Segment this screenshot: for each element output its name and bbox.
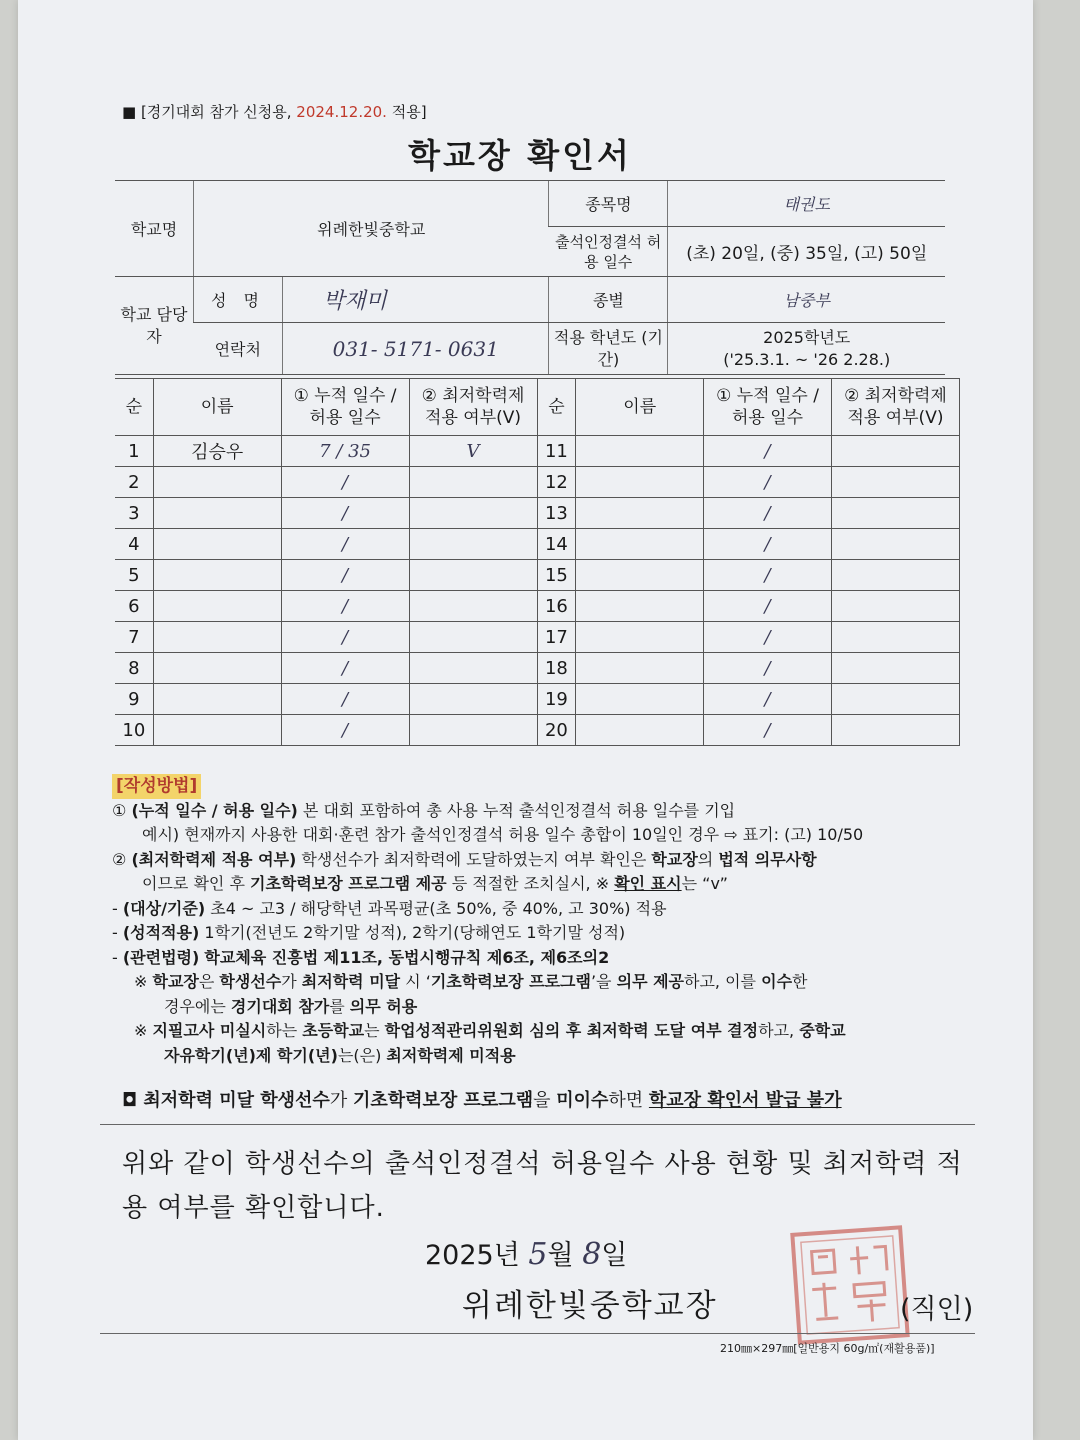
row-days: /: [704, 436, 832, 467]
note-suffix: 적용]: [391, 103, 427, 121]
row-check: [409, 591, 537, 622]
row-no: 16: [537, 591, 576, 622]
contact-label: 연락처: [194, 323, 283, 375]
student-row: [115, 715, 960, 746]
instr-line: 이므로 확인 후 기초학력보장 프로그램 제공 등 적절한 조치실시, ※ 확인 표시는 “v”: [142, 874, 728, 893]
row-no: 13: [537, 498, 576, 529]
instr-line: ① (누적 일수 / 허용 일수) 본 대회 포함하여 총 사용 누적 출석인정결석 허용 일수를 기입: [112, 800, 736, 820]
row-no: 5: [115, 560, 153, 591]
row-days: /: [704, 591, 832, 622]
row-name: [576, 591, 704, 622]
year-value: 2025학년도: [763, 327, 851, 347]
col-name: 이름: [153, 379, 281, 436]
form-version-note: [122, 101, 427, 122]
row-no: 9: [115, 684, 153, 715]
row-no: 7: [115, 622, 153, 653]
student-row: [115, 591, 960, 622]
col-no: 순: [115, 379, 153, 436]
row-check: [409, 529, 537, 560]
row-name: [576, 715, 704, 746]
row-days: /: [704, 653, 832, 684]
row-name: [576, 653, 704, 684]
row-days: /: [704, 498, 832, 529]
row-days: /: [704, 560, 832, 591]
row-check: [409, 498, 537, 529]
student-row: [115, 529, 960, 560]
row-name: [576, 498, 704, 529]
school-value: 위례한빛중학교: [194, 181, 549, 277]
row-no: 20: [537, 715, 576, 746]
row-name: [153, 653, 281, 684]
category-label: 종별: [549, 277, 668, 323]
row-check: [831, 560, 959, 591]
row-check: [409, 467, 537, 498]
row-check: [409, 622, 537, 653]
instr-line: - (성적적용) 1학기(전년도 2학기말 성적), 2학기(당해연도 1학기말 성적): [112, 923, 626, 942]
note-prefix: ■ [경기대회 참가 신청용,: [122, 103, 292, 121]
row-name: [153, 560, 281, 591]
category-value: 남중부: [668, 277, 945, 323]
year-period: ('25.3.1. ~ '26 2.28.): [723, 349, 891, 369]
info-table: [115, 180, 945, 375]
row-days: /: [704, 529, 832, 560]
year-label: 적용 학년도 (기간): [549, 323, 668, 375]
student-row: [115, 467, 960, 498]
row-name: [153, 622, 281, 653]
name-label: 성 명: [194, 277, 283, 323]
row-check: V: [409, 436, 537, 467]
col-min-2: ② 최저학력제 적용 여부(V): [831, 379, 959, 436]
event-value: 태권도: [668, 181, 945, 227]
row-no: 14: [537, 529, 576, 560]
row-name: [576, 436, 704, 467]
instr-line: 예시) 현재까지 사용한 대회·훈련 참가 출석인정결석 허용 일수 총합이 10일인 경우 ⇨ 표기: (고) 10/50: [142, 825, 864, 844]
row-days: /: [704, 684, 832, 715]
absence-label: 출석인정결석 허용 일수: [549, 227, 668, 277]
row-name: [153, 498, 281, 529]
row-days: /: [281, 715, 409, 746]
row-check: [831, 529, 959, 560]
row-days: /: [281, 560, 409, 591]
name-value: 박재미: [283, 277, 549, 323]
col-days-2: ① 누적 일수 / 허용 일수: [704, 379, 832, 436]
row-name: 김승우: [153, 436, 281, 467]
row-check: [831, 653, 959, 684]
row-name: [576, 684, 704, 715]
col-min: ② 최저학력제 적용 여부(V): [409, 379, 537, 436]
student-table: [115, 378, 960, 746]
row-name: [576, 622, 704, 653]
divider: [100, 1333, 975, 1334]
paper-spec: 210㎜×297㎜[일반용지 60g/㎡(재활용품)]: [720, 1342, 935, 1355]
row-check: [831, 591, 959, 622]
row-name: [576, 560, 704, 591]
student-row: [115, 622, 960, 653]
row-no: 6: [115, 591, 153, 622]
confirmation-text: 위와 같이 학생선수의 출석인정결석 허용일수 사용 현황 및 최저학력 적용 여부를 확인합니다.: [122, 1149, 963, 1223]
col-name-2: 이름: [576, 379, 704, 436]
row-days: /: [704, 622, 832, 653]
row-name: [153, 467, 281, 498]
row-check: [831, 715, 959, 746]
row-days: /: [281, 467, 409, 498]
seal-label: (직인): [900, 1294, 974, 1325]
row-days: /: [281, 529, 409, 560]
student-row: [115, 684, 960, 715]
row-check: [409, 684, 537, 715]
note-date: 2024.12.20.: [296, 103, 387, 121]
row-days: 7 / 35: [281, 436, 409, 467]
instructions: [112, 774, 982, 1068]
instr-line: ② (최저학력제 적용 여부) 학생선수가 최저학력에 도달하였는지 여부 확인은 학교장의 법적 의무사항: [112, 849, 817, 869]
row-no: 2: [115, 467, 153, 498]
student-row: [115, 653, 960, 684]
row-check: [409, 715, 537, 746]
row-no: 19: [537, 684, 576, 715]
row-no: 15: [537, 560, 576, 591]
row-no: 17: [537, 622, 576, 653]
row-days: /: [704, 467, 832, 498]
issuance-warning: ◘ 최저학력 미달 학생선수가 기초학력보장 프로그램을 미이수하면 학교장 확인서 발급 불가: [122, 1090, 842, 1111]
signature-date: 2025년 5월 8일: [425, 1237, 628, 1272]
instr-line: 경우에는 경기대회 참가를 의무 허용: [164, 996, 418, 1016]
row-no: 4: [115, 529, 153, 560]
absence-value: (초) 20일, (중) 35일, (고) 50일: [668, 227, 945, 277]
manager-label: 학교 담당자: [115, 277, 194, 375]
row-check: [831, 467, 959, 498]
row-check: [409, 653, 537, 684]
row-name: [153, 684, 281, 715]
instructions-header: [작성방법]: [112, 774, 201, 799]
student-row: [115, 498, 960, 529]
row-check: [831, 498, 959, 529]
row-name: [153, 529, 281, 560]
row-no: 12: [537, 467, 576, 498]
row-no: 8: [115, 653, 153, 684]
row-name: [153, 591, 281, 622]
event-label: 종목명: [549, 181, 668, 227]
row-days: /: [281, 498, 409, 529]
row-no: 18: [537, 653, 576, 684]
row-days: /: [281, 653, 409, 684]
row-no: 1: [115, 436, 153, 467]
row-check: [831, 684, 959, 715]
instr-line: ※ 지필고사 미실시하는 초등학교는 학업성적관리위원회 심의 후 최저학력 도달 여부 결정하고, 중학교: [134, 1021, 846, 1040]
instr-line: ※ 학교장은 학생선수가 최저학력 미달 시 ‘기초학력보장 프로그램’을 의무 제공하고, 이를 이수한: [134, 972, 808, 991]
row-check: [409, 560, 537, 591]
row-days: /: [281, 591, 409, 622]
row-check: [831, 436, 959, 467]
row-days: /: [281, 622, 409, 653]
contact-value: 031- 5171- 0631: [283, 323, 549, 375]
row-days: /: [704, 715, 832, 746]
instr-line: 자유학기(년)제 학기(년)는(은) 최저학력제 미적용: [164, 1045, 516, 1065]
row-name: [153, 715, 281, 746]
row-no: 11: [537, 436, 576, 467]
row-no: 10: [115, 715, 153, 746]
student-row: [115, 560, 960, 591]
divider: [100, 1124, 975, 1125]
student-row: [115, 436, 960, 467]
school-label: 학교명: [115, 181, 194, 277]
row-no: 3: [115, 498, 153, 529]
instr-line: - (대상/기준) 초4 ~ 고3 / 해당학년 과목평균(초 50%, 중 40%, 고 30%) 적용: [112, 898, 667, 918]
student-rows: [115, 436, 960, 746]
row-check: [831, 622, 959, 653]
col-days: ① 누적 일수 / 허용 일수: [281, 379, 409, 436]
row-name: [576, 467, 704, 498]
col-no-2: 순: [537, 379, 576, 436]
row-name: [576, 529, 704, 560]
document-title: 학교장 확인서: [408, 136, 632, 175]
official-seal-stamp: [786, 1221, 914, 1349]
instr-line: - (관련법령) 학교체육 진흥법 제11조, 동법시행규칙 제6조, 제6조의2: [112, 947, 610, 967]
row-days: /: [281, 684, 409, 715]
signer-name: 위례한빛중학교장: [462, 1288, 718, 1324]
